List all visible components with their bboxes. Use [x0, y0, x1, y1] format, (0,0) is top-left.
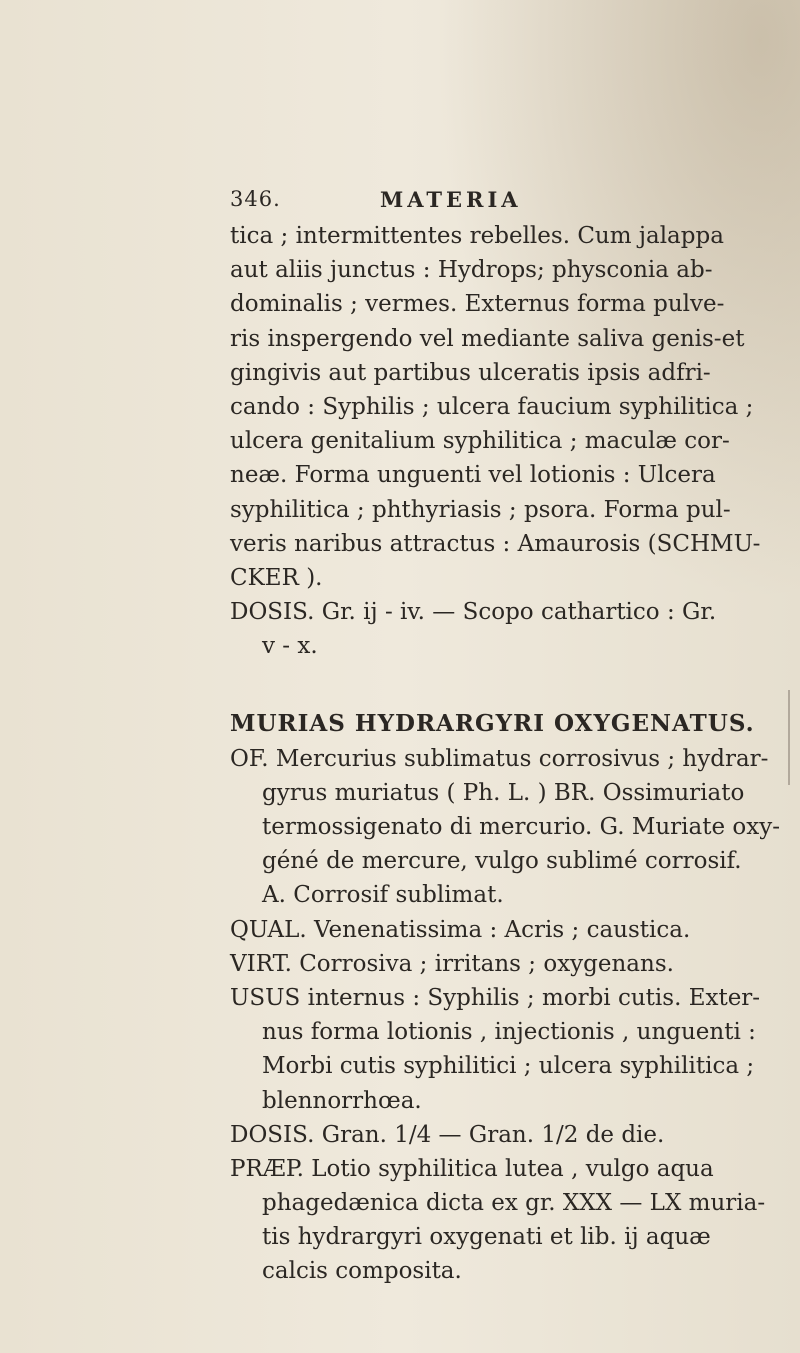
- text-line: cando : Syphilis ; ulcera faucium syphilitica ;: [230, 393, 754, 420]
- section-title: MURIAS HYDRARGYRI OXYGENATUS.: [230, 710, 755, 738]
- text-line: syphilitica ; phthyriasis ; psora. Forma pul-: [230, 496, 731, 523]
- text-line: veris naribus attractus : Amaurosis (SCHMU-: [230, 530, 761, 557]
- text-line: A. Corrosif sublimat.: [262, 882, 504, 909]
- text-line: dominalis ; vermes. Externus forma pulve-: [230, 291, 725, 318]
- text-line: VIRT. Corrosiva ; irritans ; oxygenans.: [230, 950, 674, 977]
- text-line: QUAL. Venenatissima : Acris ; caustica.: [230, 916, 691, 943]
- dosis-line: DOSIS. Gr. ij - iv. — Scopo cathartico : Gr.: [230, 599, 717, 626]
- text-line: phagedænica dicta ex gr. XXX — LX muria-: [262, 1190, 766, 1217]
- text-line: Morbi cutis syphilitici ; ulcera syphilitica ;: [262, 1053, 755, 1080]
- text-line: ulcera genitalium syphilitica ; maculæ cor-: [230, 428, 730, 455]
- text-line: géné de mercure, vulgo sublimé corrosif.: [262, 848, 742, 875]
- text-line: ris inspergendo vel mediante saliva genis-et: [230, 325, 745, 352]
- page-number: 346.: [230, 187, 281, 211]
- text-line: neæ. Forma unguenti vel lotionis : Ulcera: [230, 462, 716, 489]
- text-line: tis hydrargyri oxygenati et lib. ij aquæ: [262, 1224, 711, 1251]
- text-line: termossigenato di mercurio. G. Muriate oxy-: [262, 814, 780, 840]
- text-line: gyrus muriatus ( Ph. L. ) BR. Ossimuriato: [262, 779, 745, 806]
- text-line: gingivis aut partibus ulceratis ipsis adfri-: [230, 359, 711, 386]
- text-line: calcis composita.: [262, 1258, 462, 1285]
- text-line: CKER ).: [230, 564, 323, 591]
- text-line: USUS internus : Syphilis ; morbi cutis. Exter-: [230, 984, 761, 1011]
- text-line: aut aliis junctus : Hydrops; physconia ab-: [230, 257, 713, 284]
- text-line: PRÆP. Lotio syphilitica lutea , vulgo aqua: [230, 1155, 714, 1182]
- running-head: MATERIA: [380, 187, 522, 212]
- page-header: [230, 187, 710, 217]
- section-gap: [230, 663, 770, 707]
- dosis-line: v - x.: [262, 633, 318, 660]
- text-line: OF. Mercurius sublimatus corrosivus ; hydrar-: [230, 745, 769, 772]
- text-line: blennorrhœa.: [262, 1087, 422, 1114]
- page-body: [230, 219, 780, 1289]
- text-line: tica ; intermittentes rebelles. Cum jalappa: [230, 223, 724, 249]
- margin-mark: [788, 690, 790, 785]
- section-body: [230, 742, 780, 1289]
- text-line: DOSIS. Gran. 1/4 — Gran. 1/2 de die.: [230, 1121, 665, 1148]
- text-line: nus forma lotionis , injectionis , unguenti :: [262, 1019, 756, 1046]
